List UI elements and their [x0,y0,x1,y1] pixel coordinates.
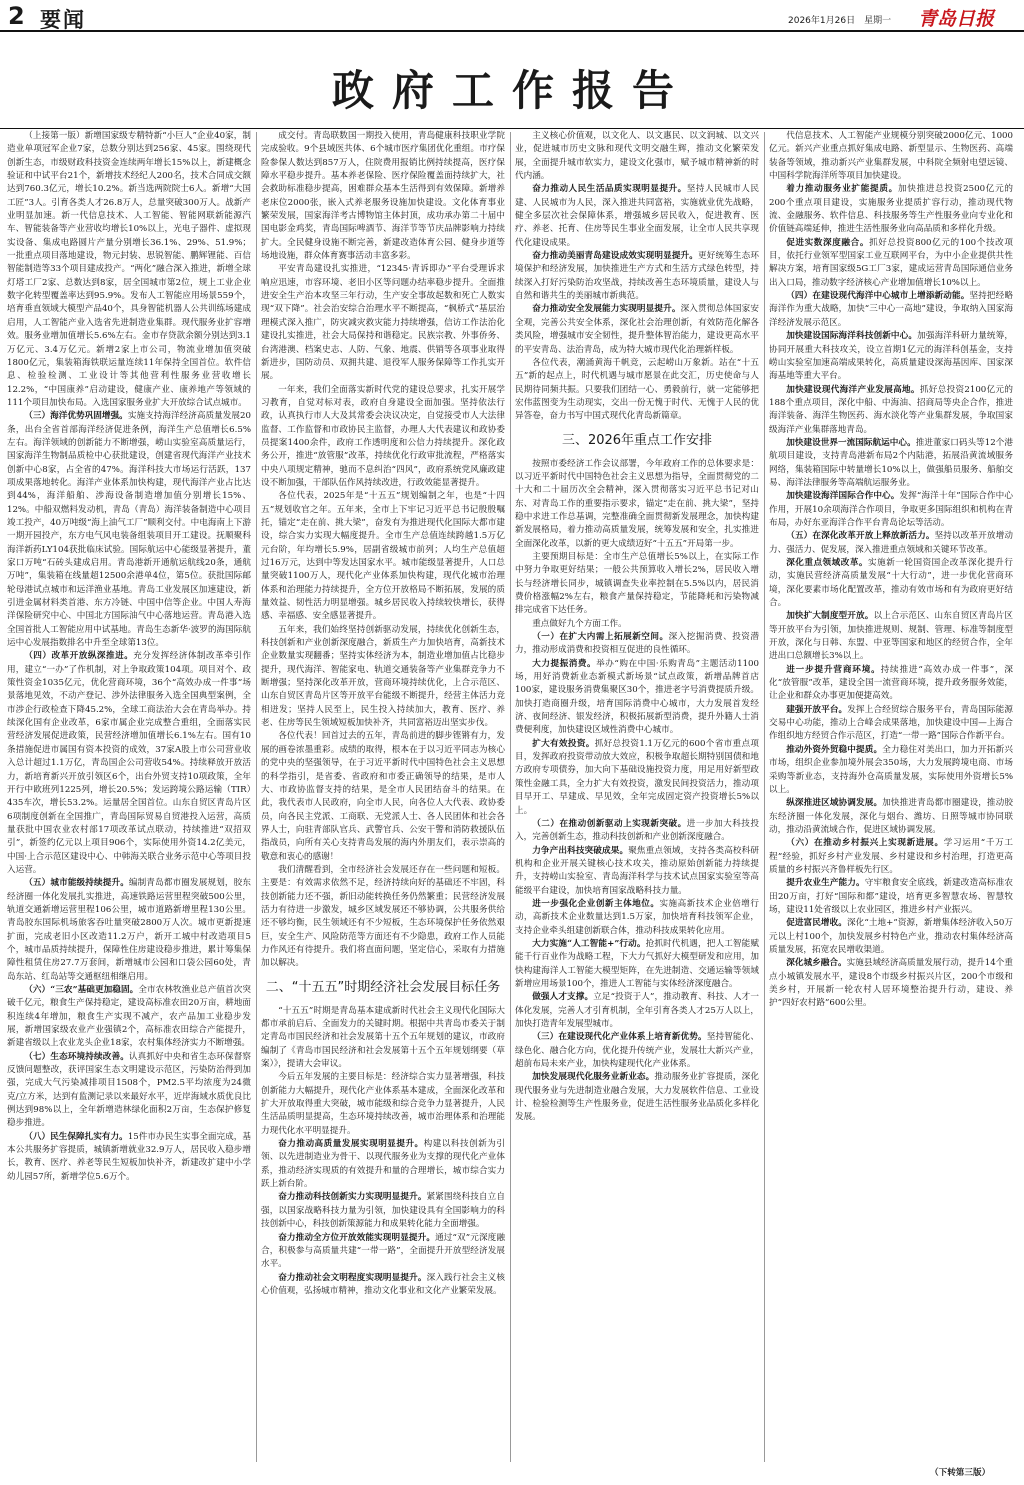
paragraph-text: “十五五”时期是青岛基本建成新时代社会主义现代化国际大都市承前启后、全面发力的关键时期。根据中共青岛市委关于制定青岛市国民经济和社会发展第十五个五年规划的建议，市政府编制了《青岛市国民经济和社会发展第十五个五年规划纲要（草案）》，提请大会审议。 [261,1005,505,1070]
paragraph [515,357,759,424]
section-heading: 三、2026年重点工作安排 [561,432,713,448]
paragraph [515,631,759,658]
paragraph [261,384,505,491]
column-divider [764,132,765,1462]
paragraph-lead: （五）城市能级持续提升。 [24,878,129,889]
paragraph [261,1005,505,1072]
paragraph-text: 发挥“海洋十年”国际合作中心作用，开展10余项海洋合作项目，争取更多国际组织和机构在青布局，办好东亚海洋合作平台青岛论坛等活动。 [769,491,1013,528]
paragraph [769,130,1013,183]
paragraph [261,1272,505,1299]
paragraph [515,938,759,991]
paragraph-lead: 进一步提升营商环境。 [786,664,881,675]
paragraph-text: 深入挖掘消费、投资潜力，推动形成消费和投资相互促进的良性循环。 [515,632,759,656]
paragraph-text: 加快推进总投资2500亿元的200个重点项目建设，实施服务业提质扩容行动，推动现代物流、金融服务、软件信息、科技服务等生产性服务业向专业化和价值链高端延伸，推进生活性服务业向高品质和多样化升级。 [769,184,1013,235]
paragraph-text: 紧紧围绕科技自立自强，以国家战略科技力量为引领，加快建设具有全国影响力的科技创新中心，科技创新策源能力和成果转化能力全面增强。 [261,1192,505,1230]
paragraph-text: 实施支持海洋经济高质量发展20条，出台全省首部海洋经济促进条例，海洋生产总值增长6.5%左右。海洋领域的创新能力不断增强，崂山实验室高质量运行，国家海洋生物制品质检中心获批建设，创建省现代海洋产业技术创新中心8家，占全省的47%。海洋科技大市场运行活跃，137项成果落地转化。海洋产业体系加快构建，现代海洋产业占比达到44%，海洋船舶、涉海设备制造增加值分别增长15%、12%。中船双燃料发动机，青岛（青岛）海洋装备制造中心项目竣工投产，40万吨级“海上油气工厂”顺利交付。中电海南上下游一期开园投产，东方电气风电装备组装项目开工建设。抚顺聚科海洋新药LY104获批临床试验。国际航运中心能级显著提升，董家口万吨“石砖头建成启用。青岛港新开通航运航线20条，通航万吨”，集装箱在线量超12500余港单4位，第5位。获批国际邮轮母港试点城市和远洋渔业基地。青岛工业发展区加速建设，新引进金属材料类首港、东方冷链、中国中信等企业。中国人寿海洋保险研究中心、中国北方国际油气中心落地运营。青岛港入选全国首批人工智能应用中试基地。青岛生态新华·波罗的海国际航运中心发展指数排名中升至全球第13位。 [7,411,251,649]
paragraph-text: 深入践行社会主义核心价值观，弘扬城市精神，推动文化事业和文化产业繁荣发展。 [261,1272,505,1296]
paragraph-text: 充分发挥经济体制改革牵引作用，建立“一办”了作机制，对上争取政策104项。项目对个、政策性资金1035亿元，优化营商环境，36个“高效办成一件事”场景落地见效，不动产登记、涉外法律服务入选全国典型案例，全市涉企行政检查下降45.2%，全球工商法治大会在青岛举办。持续深化国有企业改革，6家市属企业完成整合重组，全面落实民营经济发展促进政策，民营经济增加值增长6.1%左右。国有10条措施促进市属国有资本投资的成效，37家A股上市公司营业收入总计超过1.1万亿，青岛国企公司营收54%。持续释放开放活力，新培育新兴开放引领区6个，出台外贸支持10项政策，全年开行中欧班列1225列，增长20.5%；发运跨境公路运输（TIR）435车次，增长53.2%。运量居全国首位。山东自贸区青岛片区6项制度创新在全国推广，青岛国际贸易自贸港投入运营，高质量获批中国农业农村部17项改革试点联动，持续推进“双招双引”，新签约亿元以上项目906个，实际使用外资14.2亿美元，中国·上合示范区建设中心、中韩海关联合业务示范中心等项目投入运营。 [7,651,251,875]
paragraph [769,610,1013,663]
column-divider [510,132,511,1462]
paragraph-text: 按照市委经济工作会议部署，今年政府工作的总体要求是：以习近平新时代中国特色社会主义思想为指导，全面贯彻党的二十大和二十届历次全会精神，深入贯彻落实习近平总书记对山东、对青岛工作的重要指示要求，锚定“走在前、挑大梁”，坚持稳中求进工作总基调，完整准确全面贯彻新发展理念，加快构建新发展格局，着力推动高质量发展，统筹发展和安全，扎实推进全面深化改革，以新的更大成绩迈好“十五五”开局第一步。 [515,458,759,549]
paragraph [515,1031,759,1071]
paragraph-lead: （一）在扩大内需上拓展新空间。 [532,632,669,643]
paragraph-text: 加快推进青岛都市圈建设，推动胶东经济圈一体化发展，深化与烟台、潍坊、日照等城市协同联动，推动沿黄流域合作，促进区域协调发展。 [769,798,1013,835]
paragraph-text: 实施新一轮国资国企改革深化提升行动，实施民营经济高质量发展“十大行动”，进一步优化营商环境，深化要素市场化配置改革，推动有效市场和有为政府更好结合。 [769,558,1013,609]
column-divider [256,132,257,1462]
paragraph [515,991,759,1031]
paragraph [515,303,759,356]
paragraph [7,877,251,984]
paragraph-text: 各位代表，潮涌黄海千帆竞，云起崂山万象新。站在“十五五”新的起点上，时代机遇与城市愿景在此交汇，历史使命与人民期待同频共振。只要我们团结一心、勇毅前行，就一定能够把宏伟蓝图变为生动现实，交出一份无愧于时代、无愧于人民的优异答卷，奋力书写中国式现代化青岛新篇章。 [515,357,759,422]
paragraph-lead: （五）在深化改革开放上释放新活力。 [786,531,935,542]
paragraph-lead: （四）改革开放纵深推进。 [24,651,134,662]
paragraph-text: 持续推进“高效办成一件事”，深化“放管服”改革，建设全国一流营商环境，提升政务服务效能，让企业和群众办事更加便捷高效。 [769,664,1013,702]
paragraph [769,490,1013,530]
paragraph-lead: 促进富民增收。 [786,918,847,929]
paragraph-lead: 奋力推动高质量发展实现明显提升。 [278,1139,424,1150]
paragraph-text: 一年来，我们全面落实新时代党的建设总要求，扎实开展学习教育，自觉对标对表，政府自身建设全面加强。坚持依法行政，认真执行市人大及其常委会决议决定，自觉接受市人大法律监督、工作监督和市政协民主监督，办理人大代表建议和政协委员提案1400余件，政府工作透明度和公信力持续提升。深化政务公开，推进“放管服”改革，持续优化行政审批流程，严格落实中央八项规定精神，驰而不息纠治“四风”，政府系统党风廉政建设不断加强，干部队伍作风持续改进，行政效能显著提升。 [261,384,505,488]
paragraph-lead: 奋力推动安全发展能力实现明显提升。 [532,304,681,315]
paragraph-text: 推动服务业扩容提质，深化现代服务业与先进制造业融合发展，大力发展软件信息、工业设计、检验检测等生产性服务业，促进生活性服务业品质化多样化发展。 [515,1072,759,1123]
paragraph-lead: 加快建设国际海洋科技创新中心。 [786,331,918,342]
paragraph-text: 实施县域经济高质量发展行动，提升14个重点小城镇发展水平，建设8个市级乡村振兴片区，200个市级和美乡村，开展新一轮农村人居环境整治提升行动，建设、养护“四好农村路”600公里。 [769,958,1013,1009]
paragraph-text: 编制青岛都市圈发展规划，胶东经济圈一体化发展扎实推进，高速铁路运营里程突破500公里，轨道交通新增运营里程106公里，城市道路新增里程130公里。青岛胶东国际机场旅客吞吐量突破2800万人次。城市更新提速扩面，完成老旧小区改造11.2万户，新开工城中村改造项目5个，城市品质持续提升，保障性住房建设稳步推进，累计筹集保障性租赁住房27.7万套间，新增城市公园和口袋公园60处，青岛东站、红岛站等交通枢纽相继启用。 [7,878,251,982]
paragraph-lead: 加快建设海洋国际合作中心。 [786,491,900,502]
paragraph [7,1131,251,1184]
paragraph-text: 代信息技术、人工智能产业规模分别突破2000亿元、1000亿元。新兴产业重点抓好集成电路、新型显示、生物医药、高端装备等领域，推动新兴产业集群发展，中科院全频射电望远镜、中国科学院海洋所等项目加快建设。 [769,131,1013,182]
paragraph-lead: （三）海洋优势巩固增强。 [24,411,128,422]
paragraph-lead: 进一步强化企业创新主体地位。 [532,898,660,909]
paragraph-text: 15件市办民生实事全面完成，基本公共服务扩容提质，城镇新增就业32.9万人，居民收入稳步增长，教育、医疗、养老等民生短板加快补齐，新建改扩建中小学幼儿园57所，新增学位5.6万个。 [7,1131,251,1182]
paragraph-text: 认真抓好中央和省生态环保督察反馈问题整改，获评国家生态文明建设示范区，污染防治得到加强，完成大气污染减排项目1508个，PM2.5平均浓度为24微克/立方米，达到有监测记录以来最好水平，近岸海域水质优良比例达到98%以上，全年新增造林绿化面积2万亩，生态保护修复稳步推进。 [7,1051,251,1129]
paragraph-text: 全力稳住对美出口，加力开拓新兴市场，组织企业参加境外展会350场，大力发展跨境电商、市场采购等新业态，支持海外仓高质量发展，实际使用外资增长5%以上。 [769,744,1013,795]
paragraph [769,744,1013,797]
section-heading: 二、“十五五”时期经济社会发展目标任务 [265,979,501,995]
paragraph-lead: 提升农业生产能力。 [786,878,865,889]
paragraph-lead: 建强开放平台。 [786,704,848,715]
paragraph-text: 成交付。青岛联数国一期投入使用，青岛健康科技职业学院完成验收。9个县域医共体、6个城市医疗集团优化重组。市疗保险参保人数达到857万人，住院费用报销比例持续提高，医疗保障水平稳步提升。基本养老保险、医疗保险覆盖面持续扩大，社会救助标准稳步提高，困难群众基本生活得到有效保障。新增养老床位2000张，嵌入式养老服务设施加快建设。文化体育事业繁荣发展，国家海洋考古博物馆主体封顶，成功承办第二十届中国电影金鸡奖，青岛国际啤酒节、海洋节等节庆品牌影响力持续扩大。全民健身设施不断完善，新建改造体育公园、健身步道等场地设施，群众体育赛事活动丰富多彩。 [261,131,505,262]
paragraph [261,624,505,731]
masthead [0,0,1024,30]
paragraph [515,618,759,631]
paragraph-text: 主要预期目标是：全市生产总值增长5%以上，在实际工作中努力争取更好结果；一般公共预算收入增长2%，居民收入增长与经济增长同步，城镇调查失业率控制在5.5%以内，居民消费价格涨幅2%左右，粮食产量保持稳定，节能降耗和污染物减排完成省下达任务。 [515,551,759,616]
paragraph [515,658,759,738]
text-column-1 [7,130,251,1465]
text-column-3 [515,130,759,1465]
paragraph-lead: 奋力推动美丽青岛建设成效实现明显提升。 [532,251,699,262]
paragraph-lead: 大力实施“人工智能+”行动。 [532,938,646,949]
paragraph-lead: 扩大有效投资。 [532,738,595,749]
paragraph [515,250,759,303]
paragraph [515,130,759,183]
paragraph-lead: （六）“三农”基础更加稳固。 [24,985,139,995]
paragraph-text: 抓好总投资1.1万亿元的600个省市重点项目，发挥政府投资带动放大效应，积极争取超长期特别国债和地方政府专项债券，加大向下基础设施投资力度，用足用好新型政策性金融工具，全力扩大有效投资，激发民间投资活力，推动项目早开工、早建成、早见效，全年完成固定资产投资增长5%以上。 [515,738,759,816]
paragraph-text: 抓好总投资800亿元的100个技改项目，依托行业领军型国家工业互联网平台，为中小企业提供共性解决方案，培育国家级5G工厂3家，建成运营青岛国际通信业务出入口局，推动数字经济核心产业增加值增长10%以上。 [769,237,1013,288]
paragraph [769,877,1013,917]
paragraph [261,1232,505,1272]
paragraph [261,864,505,971]
paragraph [515,845,759,898]
paragraph-text: 平安青岛建设扎实推进，“12345·青诉即办”平台受理诉求响应迅速，市容环境、老旧小区等问题办结率稳步提升。全面推进安全生产治本攻坚三年行动，生产安全事故起数和死亡人数实现“双下降”。社会治安综合治理水平不断提高，“枫桥式”基层治理模式深入推广，防灾减灾救灾能力持续增强，信访工作法治化建设扎实推进，社会大局保持和谐稳定。民族宗教、外事侨务、台湾港澳、档案史志、人防、气象、地震、供销等各项事业取得新进步，国防动员、双拥共建、退役军人服务保障等工作扎实开展。 [261,264,505,382]
paragraph-lead: （六）在推动乡村振兴上实现新进展。 [786,838,944,849]
paragraph [7,1051,251,1131]
paragraph-lead: 推动外资外贸稳中提质。 [786,744,883,755]
paragraph-text: （上接第一版）新增国家级专精特新“小巨人”企业40家，制造业单项冠军企业7家，总数分别达到256家、45家。围绕现代创新生态，市级财政科技资金连续两年增长15%以上，新建概念验证和中试平台21个，新增技术经纪人200名，技术合同成交额达到760.3亿元，增长10.2%。新当选两院院士6人。新增“大国工匠”3人。引育各类人才26.8万人，总量突破300万人。战新产业明显加速。新一代信息技术、人工智能、智能网联新能源汽车、智能装备等产业营收均增长10%以上，光电子器件、虚拟现实设备、集成电路圆片产量分别增长36.1%、29%、51.9%；一批重点项目落地建设，物元封装、思锐智能、鹏辉锂能、百信智能制造等33个项目建成投产。“两化”融合深入推进，新增全球灯塔工厂2家、总数达到8家，居全国城市第2位，规上工业企业数字化转型覆盖率达到95.9%。发布人工智能应用场景559个，培育垂直领域大模型产品40个，具身智能机器人公共训练场建成启用，人工智能产业入选省先进制造业集群。现代服务业扩容增效。服务业增加值增长5.6%左右。金市存贷款余额分别达到3.1万亿元、3.4万亿元。新增2家上市公司，物流业增加值突破1800亿元，集装箱海铁联运量连续11年保持全国首位。软件信息、检验检测、工业设计等其他营利性服务业营收增长12.2%，“中国康养”启动建设，健康产业、康养地产等领域的111个项目加快布局。入选国家服务业扩大开放综合试点城市。 [7,131,251,408]
paragraph-lead: 促进实数深度融合。 [786,237,870,248]
paragraph [769,183,1013,236]
paragraph [261,130,505,263]
paragraph-text: 抢抓时代机遇，把人工智能赋能千行百业作为战略工程，下大力气抓好大模型研发和应用，加快构建海洋人工智能大模型矩阵，在先进制造、交通运输等领域新增应用场景100个，推进人工智能与实体经济深度融合。 [515,938,759,989]
paragraph [7,984,251,1051]
paragraph-text: 进一步加大科技投入，完善创新生态，推动科技创新和产业创新深度融合。 [515,818,759,843]
paragraph-lead: 纵深推进区域协调发展。 [786,798,883,809]
paragraph [261,263,505,383]
paragraph [7,410,251,650]
paragraph [515,738,759,818]
paragraph-text: 实施高新技术企业倍增行动，高新技术企业数量达到1.5万家，加快培育科技领军企业，支持企业牵头组建创新联合体，推动科技成果转化应用。 [515,898,759,936]
paragraph-text: 通过“双”元深度融合，积极参与高质量共建“一带一路”，全面提升开放型经济发展水平。 [261,1232,505,1270]
paragraph-text: 深化“土地+”资源，新增集体经济收入50万元以上村100个，加快发展乡村特色产业，推动农村集体经济高质量发展，拓宽农民增收渠道。 [769,918,1013,955]
paragraph-text: 加强海洋科研力量统筹，协同开展重大科技攻关，设立首期1亿元的海洋科创基金，支持崂山实验室加速高端成果转化，高质量建设深海基因库、国家深海基地等重大平台。 [769,331,1013,382]
paragraph-text: 今后五年发展的主要目标是：经济综合实力显著增强，科技创新能力大幅提升，现代化产业体系基本建成，全面深化改革和扩大开放取得重大突破，城市能级和综合竞争力显著提升，人民生活品质明显提高，生态环境持续改善，城市治理体系和治理能力现代化水平明显提升。 [261,1072,505,1136]
continued-note: （下转第三版） [930,1468,991,1478]
paragraph [261,1191,505,1231]
paragraph [769,530,1013,557]
paragraph-lead: （八）民生保障扎实有力。 [24,1131,128,1142]
paragraph-text: 抓好总投资2100亿元的188个重点项目，深化中船、中海油、招商局等央企合作，推进海洋装备、海洋生物医药、海水淡化等产业集群发展，争取国家级海洋产业集群落地青岛。 [769,384,1013,435]
paragraph-lead: （三）在建设现代化产业体系上培育新优势。 [532,1032,707,1043]
paragraph-lead: 加快建设现代海洋产业发展高地。 [786,384,920,395]
paragraph-text: 深入贯彻总体国家安全观，完善公共安全体系，深化社会治理创新，有效防范化解各类风险，增强城市安全韧性，提升整体智治能力，建设更高水平的平安青岛、法治青岛，成为特大城市现代化治理新样板。 [515,304,759,355]
paragraph-lead: 做强人才支撑。 [532,992,594,1003]
paragraph-text: 全市农林牧渔业总产值首次突破千亿元，粮食生产保持稳定，建设高标准农田20万亩，耕地面积连续4年增加，粮食生产实现不减产，农产品加工业稳步发展，新增国家级农业产业强镇2个，高标准农田综合产能提升，新建省级以上农业龙头企业18家，农村集体经济实力不断增强。 [7,985,251,1049]
paragraph-lead: 深化重点领域改革。 [786,558,869,568]
paragraph-text: 各位代表！回首过去的五年，青岛前进的脚步铿锵有力，发展的画卷浓墨重彩。成绩的取得，根本在于以习近平同志为核心的党中央的坚强领导，在于习近平新时代中国特色社会主义思想的科学指引，是省委、省政府和市委正确领导的结果，是市人大、市政协监督支持的结果，是全市人民团结奋斗的结果。在此，我代表市人民政府，向全市人民，向各位人大代表、政协委员，向各民主党派、工商联、无党派人士、各人民团体和社会各界人士，向驻青部队官兵、武警官兵、公安干警和消防救援队伍指战员，向所有关心支持青岛发展的海内外朋友们，表示崇高的敬意和衷心的感谢！ [261,731,505,862]
paragraph [261,1071,505,1138]
paragraph-text: 以上合示范区、山东自贸区青岛片区等开放平台为引领，加快推进规则、规制、管理、标准等制度型开放，深化与日韩、东盟、中亚等国家和地区的经贸合作，全年进出口总额增长3%以上。 [769,611,1013,662]
paragraph-lead: 加快建设世界一流国际航运中心。 [786,437,916,448]
paragraph-lead: 深化城乡融合。 [786,958,847,969]
text-column-2 [261,130,505,1465]
paragraph [769,917,1013,957]
paragraph-text: 坚持人民城市人民建、人民城市为人民，深入推进共同富裕，实施就业优先战略，健全多层次社会保障体系，增强城乡居民收入，促进教育、医疗、养老、托育、住房等民生事业全面发展，让全市人民共享现代化建设成果。 [515,184,759,248]
paragraph-lead: （七）生态环境持续改善。 [24,1051,129,1062]
paragraph-lead: 加快扩大制度型开放。 [786,611,874,622]
issue-date: 2026年1月26日 星期一 [788,16,892,26]
paragraph-text: 举办“购在中国·乐购青岛”主题活动1100场，用好消费新业态新模式新场景“试点政策，新增品牌首店100家，建设服务消费集聚区30个，推进老字号消费提质升级。加快打造商圈升级，培育国际消费中心城市，大力发展首发经济、夜间经济、银发经济，积极拓展新型消费，提升外籍人士消费便利度，加快建设区域性消费中心城市。 [515,658,759,736]
paragraph [515,818,759,845]
paragraph-text: 发挥上合经贸综合服务平台，青岛国际能源交易中心功能，推动上合峰会成果落地，加快建设中国—上海合作组织地方经贸合作示范区，打造“一带一路”国际合作新平台。 [769,704,1013,742]
paragraph-text: 坚持把经略海洋作为重大战略，加快“三中心一高地”建设，争取纳入国家海洋经济发展示范区。 [769,291,1013,328]
paragraph-text: 坚持智能化、绿色化、融合化方向，优化提升传统产业，发展壮大新兴产业，超前布局未来产业，加快构建现代化产业体系。 [515,1032,759,1070]
text-column-4 [769,130,1013,1465]
article-headline: 政府工作报告 [331,66,692,115]
paragraph-text: 主义核心价值观，以文化人、以文惠民、以文润城、以文兴业，促进城市历史文脉和现代文明交融生辉，推动文化繁荣发展，全面提升城市软实力，建设文化强市，赋予城市精神新的时代内涵。 [515,131,759,182]
paragraph-lead: 着力推动服务业扩能提质。 [786,184,898,195]
paragraph-lead: 奋力推动全方位开放效能实现明显提升。 [278,1232,436,1243]
page-number: 2 [8,2,25,30]
paragraph-lead: 加快发展现代化服务业新业态。 [532,1072,655,1083]
paragraph [515,551,759,618]
paragraph-lead: 大力提振消费。 [532,658,597,669]
paragraph-text: 守牢粮食安全底线，新建改造高标准农田20万亩，打好“国际和都”建设，培育更多智慧农场、智慧牧场，建设11处省级以上农业园区，推进乡村产业振兴。 [769,878,1013,915]
paragraph [769,290,1013,330]
paragraph [261,490,505,623]
paragraph-text: 更好统筹生态环境保护和经济发展，加快推进生产方式和生活方式绿色转型，持续深入打好污染防治攻坚战，持续改善生态环境质量，建设人与自然和谐共生的美丽城市新典范。 [515,251,759,302]
paragraph-lead: 力争产出科技突破成果。 [532,845,629,856]
paragraph-text: 构建以科技创新为引领、以先进制造业为骨干、以现代服务业为支撑的现代化产业体系，推动经济实现质的有效提升和量的合理增长，城市综合实力跃上新台阶。 [261,1139,505,1190]
paragraph [769,957,1013,1010]
paragraph [769,664,1013,704]
paragraph [515,898,759,938]
paragraph [7,650,251,877]
newspaper-logo: 青岛日报 [918,8,995,30]
paragraph [261,1138,505,1191]
paragraph [769,837,1013,877]
paragraph [769,384,1013,437]
top-rule [0,30,1024,32]
paragraph-lead: 奋力推动科技创新实力实现明显提升。 [278,1192,427,1203]
paragraph [515,1071,759,1124]
paragraph [769,797,1013,837]
section-name: 要闻 [40,8,86,32]
paragraph-lead: 奋力推动社会文明程度实现明显提升。 [278,1272,427,1283]
paragraph [515,183,759,250]
paragraph [769,704,1013,744]
paragraph [261,730,505,863]
paragraph-text: 我们清醒看到，全市经济社会发展还存在一些问题和短板。主要是：有效需求依然不足，经济持续向好的基础还不牢固，科技创新能力还不强，新旧动能转换任务仍然繁重；民营经济发展活力有待进一步激发，城乡区域发展还不够协调，公共服务供给还不够均衡，民生领域还有不少短板，生态环境保护任务依然艰巨，安全生产、风险防范等方面还有不少隐患，政府工作人员能力作风还有待提升。我们将直面问题，坚定信心，采取有力措施加以解决。 [261,864,505,969]
paragraph-lead: （四）在建设现代海洋中心城市上增添新动能。 [786,291,970,302]
paragraph-text: 坚持以改革开放增动力、强活力、促发展，深入推进重点领域和关键环节改革。 [769,531,1013,555]
headline-rule [0,128,1024,129]
paragraph [769,237,1013,290]
paragraph [769,437,1013,490]
paragraph-text: 五年来，我们始终坚持创新驱动发展，持续优化创新生态，科技创新和产业创新深度融合，新质生产力加快培育，高新技术企业数量实现翻番；坚持实体经济为本，制造业增加值占比稳步提升，现代海洋、智能家电、轨道交通装备等产业集群竞争力不断增强；坚持深化改革开放，营商环境持续优化，上合示范区、山东自贸区青岛片区等开放平台能级不断提升，经营主体活力竞相迸发；坚持人民至上，民生投入持续加大，教育、医疗、养老、住房等民生领域短板加快补齐，共同富裕迈出坚实步伐。 [261,624,505,729]
paragraph-text: 各位代表，2025年是“十五五”规划编制之年，也是“十四五”规划收官之年。五年来，全市上下牢记习近平总书记殷殷嘱托，锚定“走在前、挑大梁”，奋发有为推进现代化国际大都市建设，综合实力实现大幅度提升。全市生产总值连续跨越1.5万亿元台阶，年均增长5.9%，居副省级城市前列；人均生产总值超过16万元，达到中等发达国家水平。城市能级显著提升，人口总量突破1100万人，现代化产业体系加快构建，现代化城市治理体系和治理能力持续提升，全方位开放格局不断拓展，发展的质量效益、韧性活力明显增强。城乡居民收入持续较快增长，获得感、幸福感、安全感显著提升。 [261,491,505,622]
paragraph [769,330,1013,383]
paragraph-text: 学习运用“千万工程”经验，抓好乡村产业发展、乡村建设和乡村治理，打造更高质量的乡村振兴齐鲁样板先行区。 [769,838,1013,875]
paragraph [515,458,759,551]
paragraph-lead: （二）在推动创新驱动上实现新突破。 [532,818,687,829]
paragraph [769,557,1013,610]
paragraph-lead: 奋力推动人民生活品质实现明显提升。 [532,184,687,195]
paragraph [7,130,251,410]
paragraph-text: 推进董家口码头等12个港航项目建设，支持青岛港新布局2个内陆港，拓展沿黄流域服务网络，集装箱国际中转量增长10%以上，做强船员服务、船舶交易、海洋法律服务等高端航运服务业。 [769,437,1013,488]
paragraph-text: 聚焦重点领域，支持各类高校科研机构和企业开展关键核心技术攻关，推动原始创新能力持续提升，支持崂山实验室、青岛海洋科学与技术试点国家实验室等高能级平台建设，加快培育国家战略科技力量。 [515,845,759,896]
paragraph-text: 立足“投资于人”，推动教育、科技、人才一体化发展，完善人才引育机制，全年引育各类人才25万人以上，加快打造青年发展型城市。 [515,992,759,1029]
paragraph-text: 重点做好九个方面工作。 [532,618,627,629]
